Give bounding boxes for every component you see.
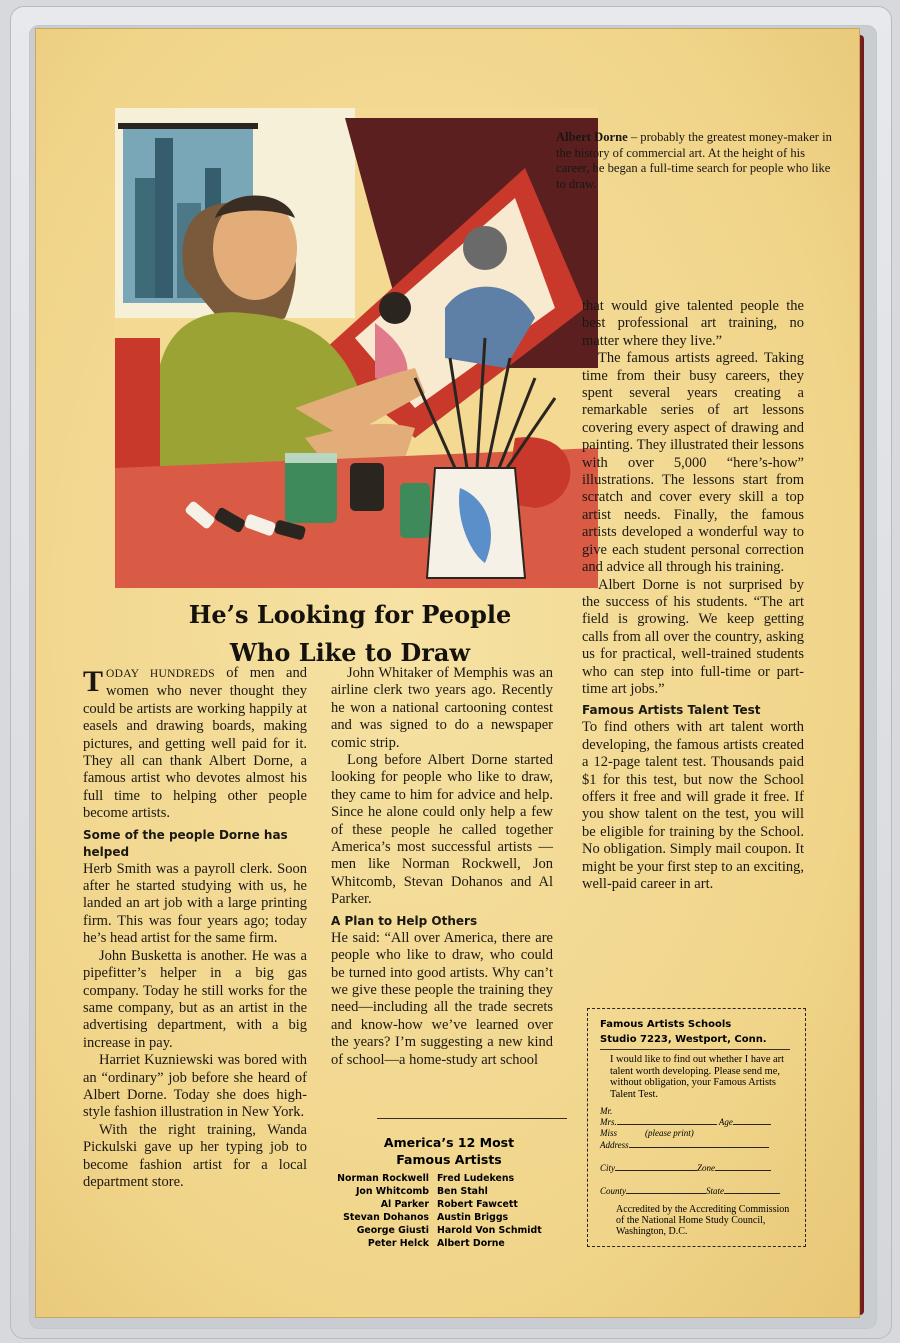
headline-line-2: Who Like to Draw [229, 638, 471, 667]
paragraph-that-would-give: that would give talented people the best professional art training, no matter where they live.” [582, 298, 804, 349]
field-label-age: Age [718, 1117, 733, 1127]
coupon-accreditation: Accredited by the Accrediting Commission of the National Home Study Council, Washington, D.C. [616, 1204, 790, 1237]
artist-row [325, 1211, 565, 1224]
artist-row [325, 1185, 565, 1198]
artist-name: Albert Dorne [437, 1238, 505, 1249]
artist-name: Austin Briggs [437, 1212, 509, 1223]
comic-back-cover-page [35, 28, 860, 1318]
artist-row [325, 1237, 565, 1250]
paragraph-wanda: With the right training, Wanda Pickulski gave up her typing job to become fashion artist for a local department store. [83, 1121, 307, 1190]
coupon-school-name: Famous Artists Schools [600, 1019, 732, 1030]
artist-row [325, 1198, 565, 1211]
coupon-request-text: I would like to find out whether I have art talent worth developing. Please send me, without obligation, your Famous Artists Talent Test. [610, 1054, 784, 1100]
coupon-divider [600, 1049, 790, 1050]
column-2 [331, 665, 553, 1069]
caption-text: – probably the greatest money-maker in the history of commercial art. At the height of his career, he began a full-time search for people who like to draw. [556, 130, 832, 191]
intro-paragraph: of men and women who never thought they could be artists are working happily at easels and drawing boards, making pictures, and getting well paid for it. They all can thank Albert Dorne, a famous artist who devotes almost his full time to helping other people become artists. [83, 665, 307, 822]
coupon-studio-address: Studio 7223, Westport, Conn. [600, 1034, 767, 1045]
please-print-note: (please print) [645, 1128, 694, 1138]
artist-name: Norman Rockwell [337, 1173, 429, 1184]
famous-artists-list [325, 1172, 565, 1250]
artist-row [325, 1224, 565, 1237]
paragraph-john-whitaker: John Whitaker of Memphis was an airline clerk two years ago. Recently he won a national cartooning contest and was signed to do a newspaper comic strip. [331, 665, 553, 751]
famous-artists-list-title [339, 1134, 559, 1168]
subhead-plan-to-help: A Plan to Help Others [331, 913, 478, 928]
field-label-city: City [600, 1163, 615, 1173]
field-label-address: Address [600, 1140, 629, 1150]
artist-name: Peter Helck [367, 1238, 429, 1249]
column-1 [83, 665, 307, 1191]
field-label-mrs: Mrs. [600, 1117, 617, 1127]
artist-name: Robert Fawcett [437, 1199, 518, 1210]
headline [130, 596, 570, 672]
coupon-city-zone-field[interactable] [600, 1163, 805, 1174]
field-label-state: State [706, 1186, 724, 1196]
list-title-line-1: America’s 12 Most [383, 1135, 515, 1150]
coupon-address-field[interactable] [600, 1140, 805, 1151]
caption-name: Albert Dorne [556, 130, 628, 144]
artist-illustration [115, 108, 598, 588]
artist-name: Fred Ludekens [437, 1173, 515, 1184]
list-divider [377, 1118, 567, 1119]
field-label-mr: Mr. [600, 1106, 613, 1116]
paragraph-herb-smith: Herb Smith was a payroll clerk. Soon after he started studying with us, he landed an art job with a large printing firm. This was four years ago; today he’s head artist for the same firm. [83, 860, 307, 947]
subhead-some-of-the-people: Some of the people Dorne has helped [83, 827, 288, 859]
artist-name: Ben Stahl [437, 1186, 488, 1197]
paragraph-he-said: He said: “All over America, there are people who like to draw, who could be turned into good artists. Why can’t we give these people the training they need—including all the trade secrets and know-how we’ve learned over the years? I’m suggesting a new kind of school—a home-study art school [331, 929, 553, 1068]
field-label-miss: Miss [600, 1128, 618, 1138]
field-label-county: County [600, 1186, 626, 1196]
intro-smallcaps: ODAY HUNDREDS [106, 668, 215, 680]
coupon-county-state-field[interactable] [600, 1186, 805, 1197]
column-3 [582, 298, 804, 893]
coupon-header [600, 1017, 793, 1047]
subhead-talent-test: Famous Artists Talent Test [582, 703, 761, 718]
illustration-caption [556, 130, 836, 192]
headline-line-1: He’s Looking for People [188, 600, 512, 629]
paragraph-not-surprised: Albert Dorne is not surprised by the success of his students. “The art field is growing. We keep getting calls from all over the country, asking us for practical, well-trained students who can step into full-time or part-time art jobs.” [582, 576, 804, 697]
artist-name: Al Parker [380, 1199, 429, 1210]
artist-name: Harold Von Schmidt [437, 1225, 542, 1236]
artist-name: George Giusti [356, 1225, 429, 1236]
paragraph-long-before: Long before Albert Dorne started looking for people who like to draw, they came to him for advice and help. Since he alone could only help a few of these people he called together America’s most successful artists —men like Norman Rockwell, Jon Whitcomb, Stevan Dohanos and Al Parker. [331, 752, 553, 908]
paragraph-talent-test: To find others with art talent worth developing, the famous artists created a 12-page talent test. Thousands paid $1 for this test, but now the School offers it free and will grade it free. If you show talent on the test, you will be eligible for training by the School. No obligation. Simply mail coupon. It might be your first step to an exciting, well-paid career in art. [582, 719, 804, 892]
paragraph-john-busketta: John Busketta is another. He was a pipefitter’s helper in a big gas company. Today he still works for the same company, but as an artist in the advertising department, with a big increase in pay. [83, 947, 307, 1051]
mail-coupon[interactable] [587, 1008, 806, 1247]
artist-row [325, 1172, 565, 1185]
list-title-line-2: Famous Artists [396, 1152, 502, 1167]
field-label-zone: Zone [697, 1163, 715, 1173]
artist-name: Jon Whitcomb [355, 1186, 429, 1197]
artist-name: Stevan Dohanos [343, 1212, 429, 1223]
paragraph-harriet: Harriet Kuzniewski was bored with an “ordinary” job before she heard of Albert Dorne. Today she does high-style fashion illustration in New York. [83, 1052, 307, 1121]
drop-cap: T [83, 665, 104, 698]
paragraph-famous-artists-agreed: The famous artists agreed. Taking time from their busy careers, they spent several years creating a remarkable series of art lessons covering every aspect of drawing and painting. They illustrated their lessons with over 5,000 “here’s-how” illustrations. The lessons start from scratch and cover every skill a top artist needs. Finally, the famous artists developed a wonderful way to give each student personal correction and advice all through his training. [582, 350, 804, 576]
coupon-name-field[interactable] [600, 1106, 805, 1139]
